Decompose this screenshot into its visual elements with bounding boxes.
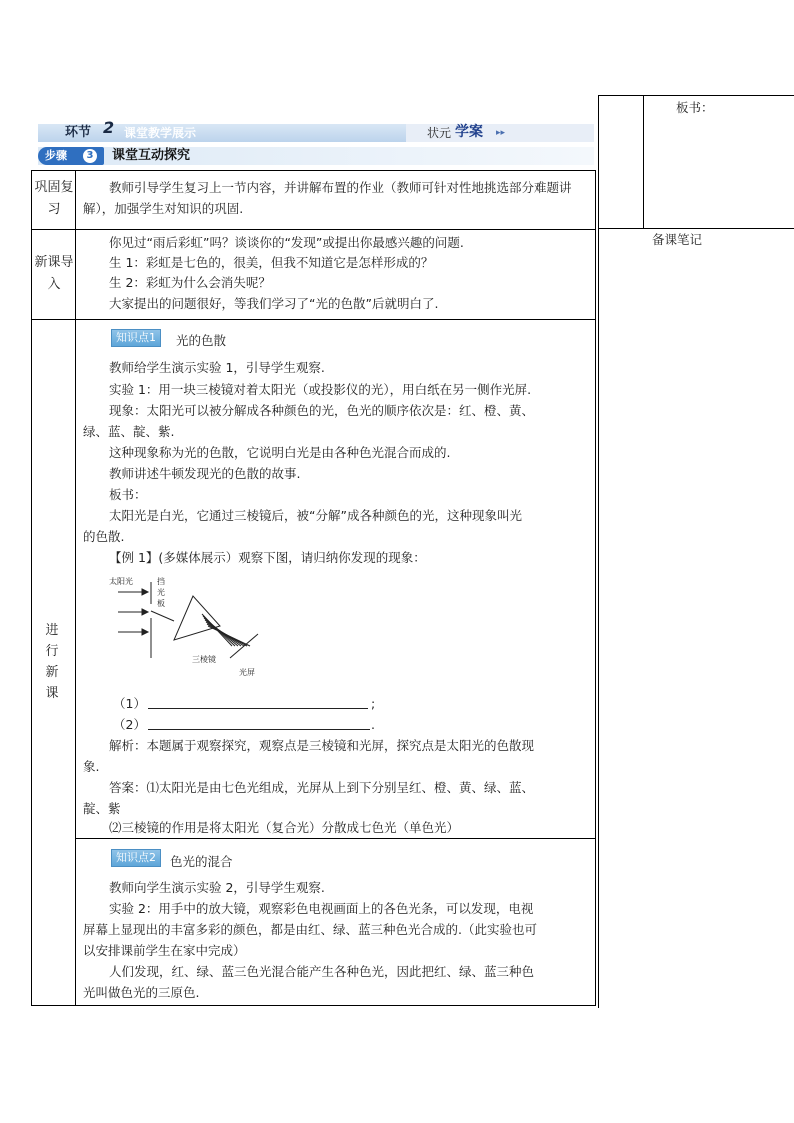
lesson-line: 教师给学生演示实验 1，引导学生观察. [109, 360, 325, 375]
section-number: 2 [103, 118, 115, 137]
lesson-line: 现象：太阳光可以被分解成各种颜色的光，色光的顺序依次是：红、橙、黄、 [109, 403, 535, 418]
lesson-line: 实验 1：用一块三棱镜对着太阳光（或投影仪的光），用白纸在另一侧作光屏. [109, 382, 532, 397]
brand-text-b: 学案 [455, 124, 483, 140]
diagram-board-label: 挡 [157, 577, 165, 586]
blank-end: . [371, 717, 375, 732]
intro-line: 大家提出的问题很好，等我们学习了“光的色散”后就明白了. [109, 296, 439, 311]
row-label-review: 巩固复习 [34, 180, 74, 217]
double-arrow-icon: ▸▸ [496, 128, 506, 138]
lesson-line: 教师讲述牛顿发现光的色散的故事. [109, 466, 301, 481]
side-top-line [598, 95, 794, 96]
step-label: 步骤 [45, 149, 67, 162]
knowledge-point-badge: 知识点1 [111, 329, 161, 347]
section-title: 课堂教学展示 [124, 126, 197, 140]
diagram-screen-label: 光屏 [239, 668, 255, 677]
diagram-board-label: 光 [157, 588, 165, 597]
intro-line: 你见过“雨后彩虹”吗？谈谈你的“发现”或提出你最感兴趣的问题. [109, 235, 464, 250]
lesson-line: 人们发现，红、绿、蓝三色光混合能产生各种色光，因此把红、绿、蓝三种色 [109, 964, 535, 979]
blank-label: （2） [113, 717, 146, 732]
answer-blank[interactable] [148, 715, 370, 730]
lesson-line: 太阳光是白光，它通过三棱镜后，被“分解”成各种颜色的光，这种现象叫光 [109, 508, 522, 523]
intro-line: 生 2：彩虹为什么会消失呢？ [109, 275, 271, 290]
prism-dispersion-diagram [108, 574, 288, 684]
lesson-line: 教师向学生演示实验 2，引导学生观察. [109, 880, 325, 895]
step-number: 3 [83, 149, 97, 163]
lesson-line: 光叫做色光的三原色. [83, 985, 200, 1000]
lesson-line: 板书： [109, 487, 147, 502]
step-title: 课堂互动探究 [112, 148, 191, 163]
row-label-intro: 新课导入 [34, 255, 74, 292]
table-right [595, 170, 596, 1006]
analysis-line: 解析：本题属于观察探究，观察点是三棱镜和光屏，探究点是太阳光的色散现 [109, 738, 535, 753]
lesson-line: 这种现象称为光的色散，它说明白光是由各种色光混合而成的. [109, 445, 451, 460]
answer-line: 答案：⑴太阳光是由七色光组成，光屏从上到下分别呈红、橙、黄、绿、蓝、 [109, 780, 535, 795]
side-mid-line [598, 228, 794, 229]
intro-line: 生 1：彩虹是七色的，很美，但我不知道它是怎样形成的？ [109, 255, 434, 270]
blank-label: （1） [113, 696, 146, 711]
answer-blank[interactable] [148, 694, 368, 709]
diagram-board-label: 板 [157, 599, 165, 608]
brand-text-a: 状元 [427, 126, 452, 140]
side-divider [598, 95, 599, 1008]
row-label-lesson: 进行新课 [45, 623, 59, 701]
knowledge-point-title: 光的色散 [176, 333, 227, 348]
row-divider [31, 319, 595, 320]
table-bottom [31, 1005, 595, 1006]
answer-line: ⑵三棱镜的作用是将太阳光（复合光）分散成七色光（单色光） [109, 820, 460, 835]
lesson-line: 屏幕上显现出的丰富多彩的颜色，都是由红、绿、蓝三种色光合成的.（此实验也可 [83, 922, 537, 937]
analysis-line: 象. [83, 759, 100, 774]
lesson-line: 【例 1】(多媒体展示）观察下图，请归纳你发现的现象： [109, 550, 426, 565]
review-text: 教师引导学生复习上一节内容，并讲解布置的作业（教师可针对性地挑选部分难题讲解），加强学生对知识的巩固. [83, 180, 572, 216]
lesson-line: 绿、蓝、靛、紫. [83, 424, 175, 439]
answer-line: 靛、紫 [83, 801, 121, 816]
lesson-line: 实验 2：用手中的放大镜，观察彩色电视画面上的各色光条，可以发现，电视 [109, 901, 534, 916]
knowledge-point-title: 色光的混合 [170, 854, 233, 869]
row-divider [31, 229, 595, 230]
table-top [31, 170, 595, 171]
lesson-line: 的色散. [83, 529, 125, 544]
section-label: 环节 [65, 125, 92, 140]
side-divider-inner [643, 95, 644, 228]
prep-notes-label: 备课笔记 [652, 232, 703, 247]
board-notes-label: 板书： [676, 100, 714, 115]
knowledge-point-badge: 知识点2 [111, 849, 161, 867]
diagram-prism-label: 三棱镜 [192, 655, 216, 664]
lesson-line: 以安排课前学生在家中完成） [83, 943, 246, 958]
diagram-sun-label: 太阳光 [109, 577, 133, 586]
inner-divider [75, 838, 595, 839]
blank-end: ; [371, 696, 376, 711]
